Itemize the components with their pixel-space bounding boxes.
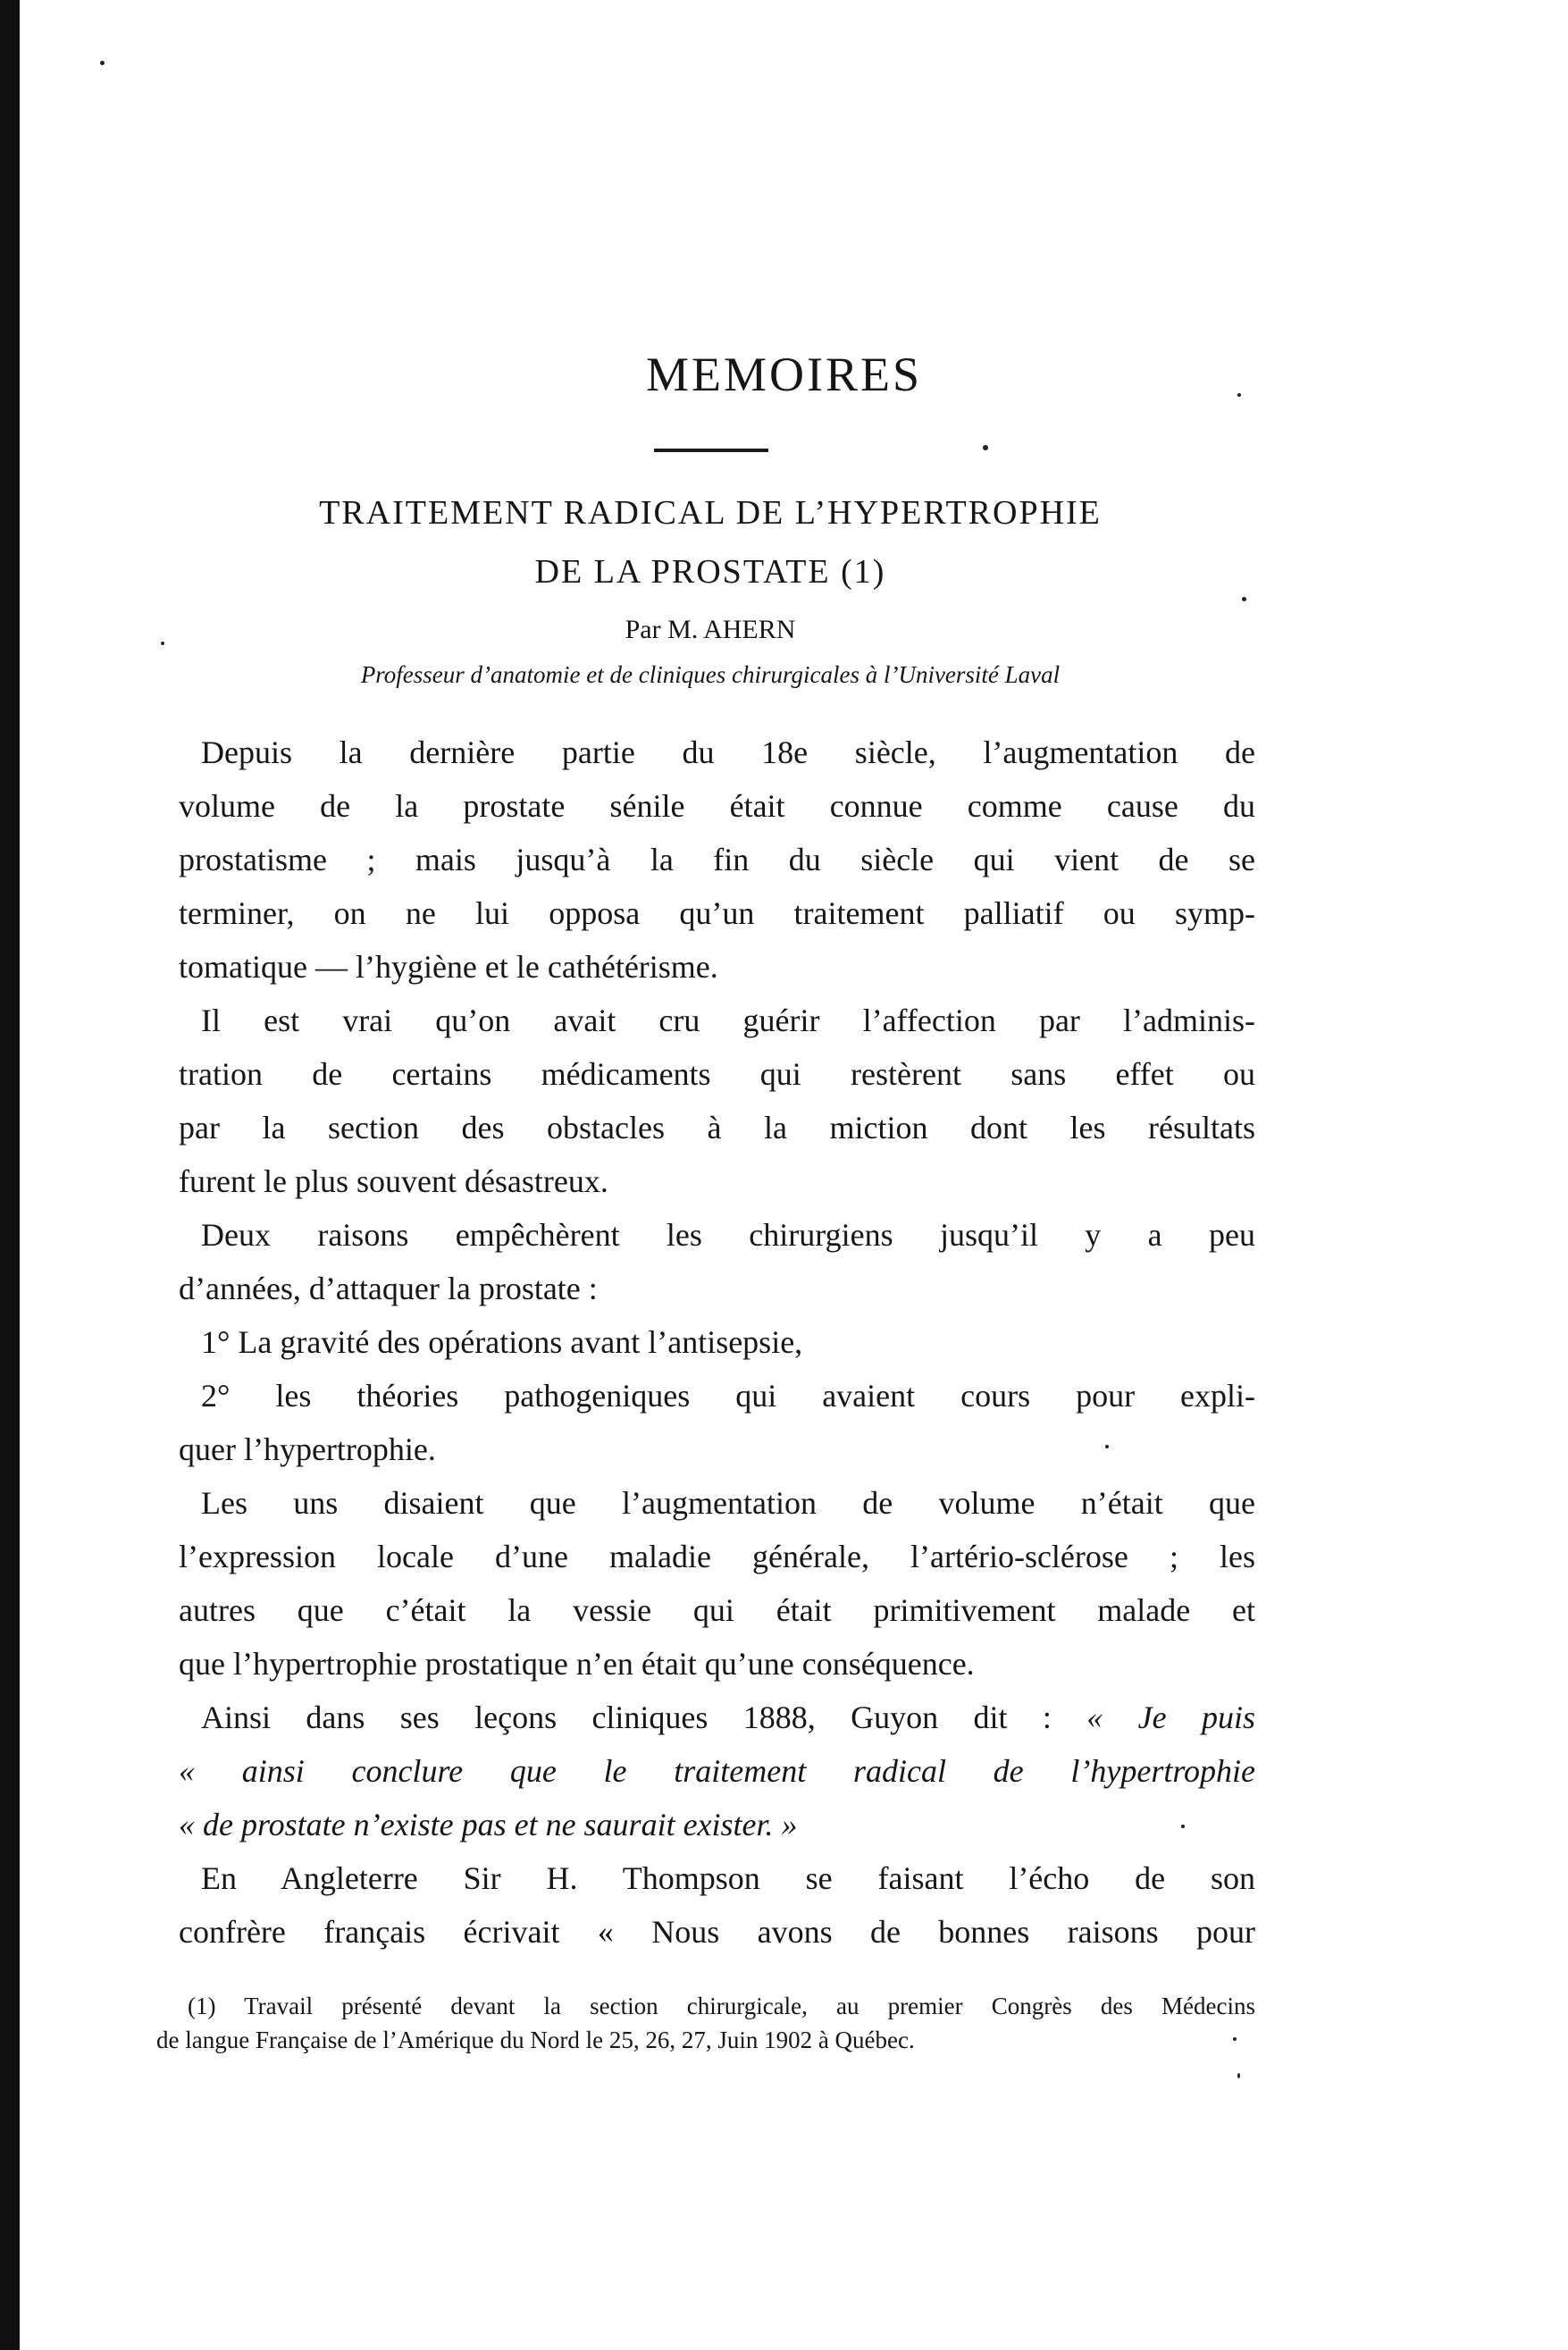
body-line: Les uns disaient que l’augmentation de volume n’était que xyxy=(201,1485,1255,1521)
author-byline: Par M. AHERN xyxy=(625,615,796,644)
body-line: Il est vrai qu’on avait cru guérir l’affection par l’adminis- xyxy=(201,1003,1255,1038)
scan-speck xyxy=(100,61,105,65)
body-line: Depuis la dernière partie du 18e siècle, l’augmentation de xyxy=(201,734,1255,770)
body-line: autres que c’était la vessie qui était primitivement malade et xyxy=(179,1592,1255,1628)
quote-intro: Ainsi dans ses leçons cliniques 1888, Guyon dit : xyxy=(201,1700,1052,1735)
scan-speck xyxy=(1233,2037,1237,2041)
quote-start: « Je puis xyxy=(1086,1700,1256,1735)
scan-speck xyxy=(1105,1445,1109,1448)
body-line: tration de certains médicaments qui restèrent sans effet ou xyxy=(179,1056,1255,1092)
section-heading: MEMOIRES xyxy=(645,348,923,401)
body-line: par la section des obstacles à la miction dont les résultats xyxy=(179,1110,1255,1146)
body-line: l’expression locale d’une maladie générale, l’artério-sclérose ; les xyxy=(179,1539,1255,1574)
scan-speck xyxy=(983,445,988,450)
scan-speck xyxy=(1181,1825,1185,1828)
body-line: furent le plus souvent désastreux. xyxy=(179,1163,608,1199)
body-line: d’années, d’attaquer la prostate : xyxy=(179,1271,598,1306)
article-title-line-2: DE LA PROSTATE (1) xyxy=(534,553,886,591)
scan-speck xyxy=(1242,597,1246,601)
author-affiliation: Professeur d’anatomie et de cliniques chirurgicales à l’Université Laval xyxy=(360,661,1061,688)
body-line: 1° La gravité des opérations avant l’antisepsie, xyxy=(201,1324,803,1360)
body-line: confrère français écrivait « Nous avons de bonnes raisons pour xyxy=(179,1914,1255,1950)
heading-rule xyxy=(654,449,768,452)
body-line: terminer, on ne lui opposa qu’un traitement palliatif ou symp- xyxy=(179,895,1255,931)
footnote-line: de langue Française de l’Amérique du Nord le 25, 26, 27, Juin 1902 à Québec. xyxy=(156,2027,915,2053)
scan-speck xyxy=(1237,393,1241,397)
body-line: que l’hypertrophie prostatique n’en était qu’une conséquence. xyxy=(179,1646,975,1682)
quote-line: « de prostate n’existe pas et ne saurait exister. » xyxy=(179,1807,798,1842)
quote-line: « ainsi conclure que le traitement radical de l’hypertrophie xyxy=(179,1753,1255,1789)
body-line: tomatique — l’hygiène et le cathétérisme. xyxy=(179,949,718,985)
footnote-line: (1) Travail présenté devant la section chirurgicale, au premier Congrès des Médecins xyxy=(188,1993,1255,2019)
body-line: volume de la prostate sénile était connue comme cause du xyxy=(179,788,1255,824)
scan-speck xyxy=(1237,2073,1240,2078)
article-title-line-1: TRAITEMENT RADICAL DE L’HYPERTROPHIE xyxy=(319,494,1102,532)
body-line: Deux raisons empêchèrent les chirurgiens jusqu’il y a peu xyxy=(201,1217,1255,1253)
body-line: En Angleterre Sir H. Thompson se faisant l’écho de son xyxy=(201,1860,1255,1896)
body-line: 2° les théories pathogeniques qui avaient cours pour expli- xyxy=(201,1378,1255,1414)
body-line: prostatisme ; mais jusqu’à la fin du siècle qui vient de se xyxy=(179,842,1255,877)
scan-speck xyxy=(161,642,164,645)
body-line: quer l’hypertrophie. xyxy=(179,1431,436,1467)
body-line xyxy=(201,1700,1255,1735)
